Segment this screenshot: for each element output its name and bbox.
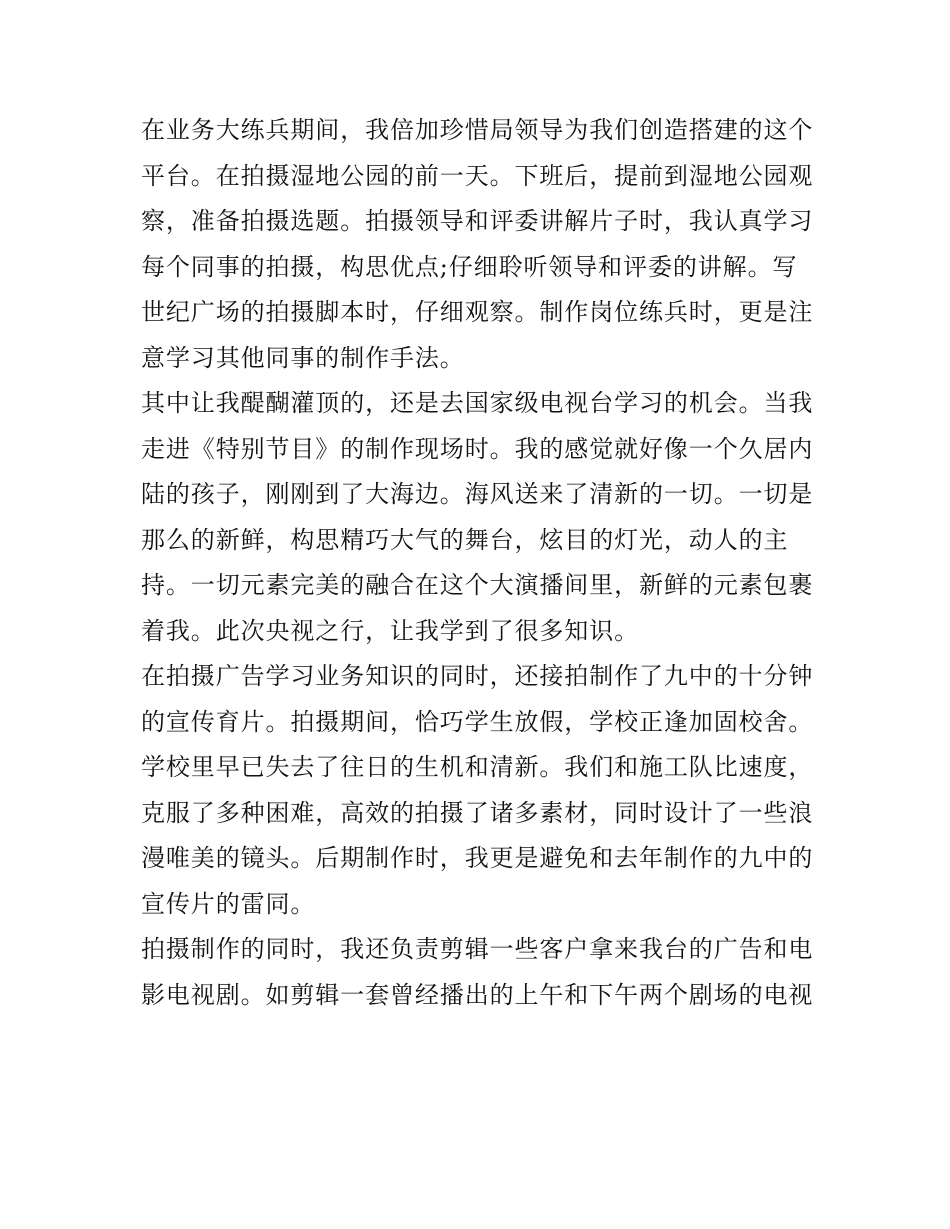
text-line: 意学习其他同事的制作手法。 [141, 343, 465, 372]
text-line: 察，准备拍摄选题。拍摄领导和评委讲解片子时，我认真学习 [141, 207, 814, 235]
text-line: 那么的新鲜，构思精巧大气的舞台，炫目的灯光，动人的主 [141, 525, 789, 554]
text-line: 的宣传育片。拍摄期间，恰巧学生放假，学校正逢加固校舍。 [141, 707, 814, 736]
paragraph [141, 108, 831, 381]
document-body [141, 108, 831, 1018]
text-line: 学校里早已失去了往日的生机和清新。我们和施工队比速度， [141, 753, 814, 781]
text-line: 拍摄制作的同时，我还负责剪辑一些客户拿来我台的广告和电 [141, 935, 814, 963]
text-line: 宣传片的雷同。 [141, 889, 316, 918]
text-line: 陆的孩子，刚刚到了大海边。海风送来了清新的一切。一切是 [141, 480, 814, 508]
text-line: 克服了多种困难，高效的拍摄了诸多素材，同时设计了一些浪 [141, 798, 814, 827]
text-line: 漫唯美的镜头。后期制作时，我更是避免和去年制作的九中的 [141, 844, 814, 872]
text-line: 走进《特别节目》的制作现场时。我的感觉就好像一个久居内 [141, 434, 814, 463]
text-line: 影电视剧。如剪辑一套曾经播出的上午和下午两个剧场的电视 [141, 980, 814, 1009]
text-line: 着我。此次央视之行，让我学到了很多知识。 [141, 616, 639, 645]
text-line: 平台。在拍摄湿地公园的前一天。下班后，提前到湿地公园观 [141, 161, 814, 190]
text-line: 在拍摄广告学习业务知识的同时，还接拍制作了九中的十分钟 [141, 662, 814, 690]
text-line: 每个同事的拍摄，构思优点;仔细聆听领导和评委的讲解。写 [141, 252, 798, 281]
paragraph [141, 654, 831, 927]
paragraph [141, 381, 831, 654]
text-line: 世纪广场的拍摄脚本时，仔细观察。制作岗位练兵时，更是注 [141, 298, 814, 326]
text-line: 其中让我醍醐灌顶的，还是去国家级电视台学习的机会。当我 [141, 389, 814, 417]
text-line: 在业务大练兵期间，我倍加珍惜局领导为我们创造搭建的这个 [141, 116, 814, 144]
paragraph [141, 927, 831, 1018]
text-line: 持。一切元素完美的融合在这个大演播间里，新鲜的元素包裹 [141, 571, 814, 599]
